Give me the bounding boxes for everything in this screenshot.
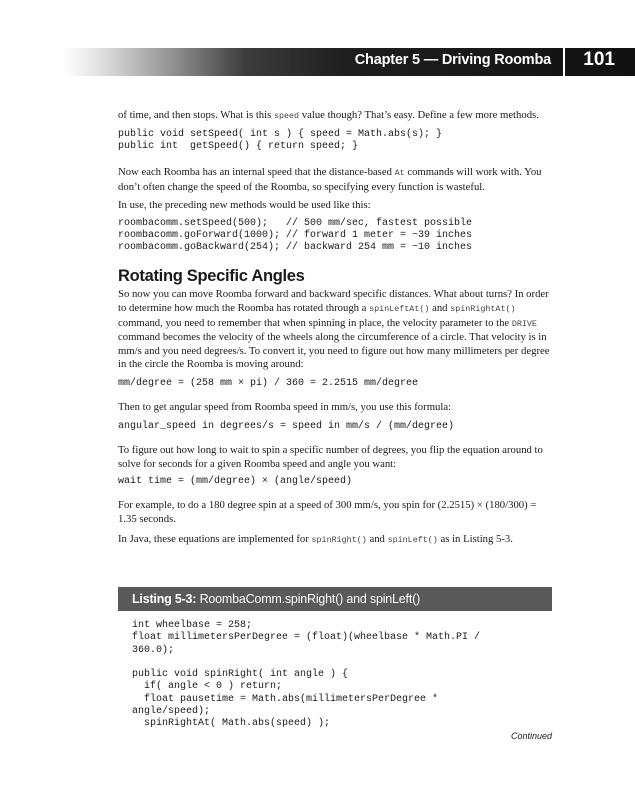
paragraph-internal-speed: Now each Roomba has an internal speed that the distance-based At commands will work with. You don’t often change the speed of the Roomba, so specifying every function is wasteful. (118, 166, 542, 193)
formula-wait-time: wait time = (mm/degree) × (angle/speed) (118, 476, 353, 488)
paragraph-angular-speed: Then to get angular speed from Roomba speed in mm/s, you use this formula: (118, 401, 452, 414)
listing-name: RoombaComm.spinRight() and spinLeft() (199, 592, 421, 606)
paragraph-rotating: So now you can move Roomba forward and backward specific distances. What about turns? In order to determine how much the Roomba has rotated through a spinLeftAt() and spinRightAt() command, you need to remember that when spinning in place, the velocity parameter to the DRIVE command becomes the velocity of the wheels along the circumference of a circle. That velocity is in mm/s and you need degrees/s. To convert it, you need to figure out how many millimeters per degree in the circle the Roomba is moving around: (118, 288, 550, 371)
header-divider (563, 48, 565, 76)
code-block-usage: roombacomm.setSpeed(500); // 500 mm/sec, fastest possible roombacomm.goForward(1000); // forward 1 meter = ~39 inches roombacomm.goBackward(254); // backward 254 mm = ~10 inches (118, 217, 473, 254)
intro-paragraph: of time, and then stops. What is this speed value though? That’s easy. Define a few more methods. (118, 109, 539, 121)
formula-mm-per-degree: mm/degree = (258 mm × pi) / 360 = 2.2515 mm/degree (118, 377, 419, 389)
listing-code: int wheelbase = 258; float millimetersPerDegree = (float)(wheelbase * Math.PI / 360.0); public void spinRight( int angle ) { if( angle < 0 ) return; float pausetime = Math.abs(millimetersPerDegree * angle/speed); spinRightAt( Math.abs(speed) ); (132, 620, 481, 730)
page-body (118, 109, 552, 547)
page-number: 101 (583, 49, 615, 70)
continued-label: Continued (510, 731, 552, 741)
listing-label: Listing 5-3: (132, 592, 197, 606)
section-heading: Rotating Specific Angles (118, 267, 305, 286)
code-block-speed-methods: public void setSpeed( int s ) { speed = Math.abs(s); } public int getSpeed() { return speed; } (118, 128, 443, 152)
chapter-title: Chapter 5 — Driving Roomba (354, 52, 551, 68)
paragraph-java: In Java, these equations are implemented for spinRight() and spinLeft() as in Listing 5-3. (118, 532, 513, 545)
inline-code: speed (273, 111, 300, 121)
running-header (62, 48, 635, 76)
listing-title (132, 592, 420, 606)
formula-angular-speed: angular_speed in degrees/s = speed in mm/s / (mm/degree) (118, 420, 455, 432)
paragraph-example: For example, to do a 180 degree spin at a speed of 300 mm/s, you spin for (2.2515) × (180/300) = 1.35 seconds. (118, 499, 537, 525)
paragraph-usage: In use, the preceding new methods would be used like this: (118, 199, 371, 212)
listing-caption-bar (118, 587, 552, 611)
paragraph-wait-time: To figure out how long to wait to spin a specific number of degrees, you flip the equation around to solve for seconds for a given Roomba speed and angle you want: (118, 443, 543, 470)
